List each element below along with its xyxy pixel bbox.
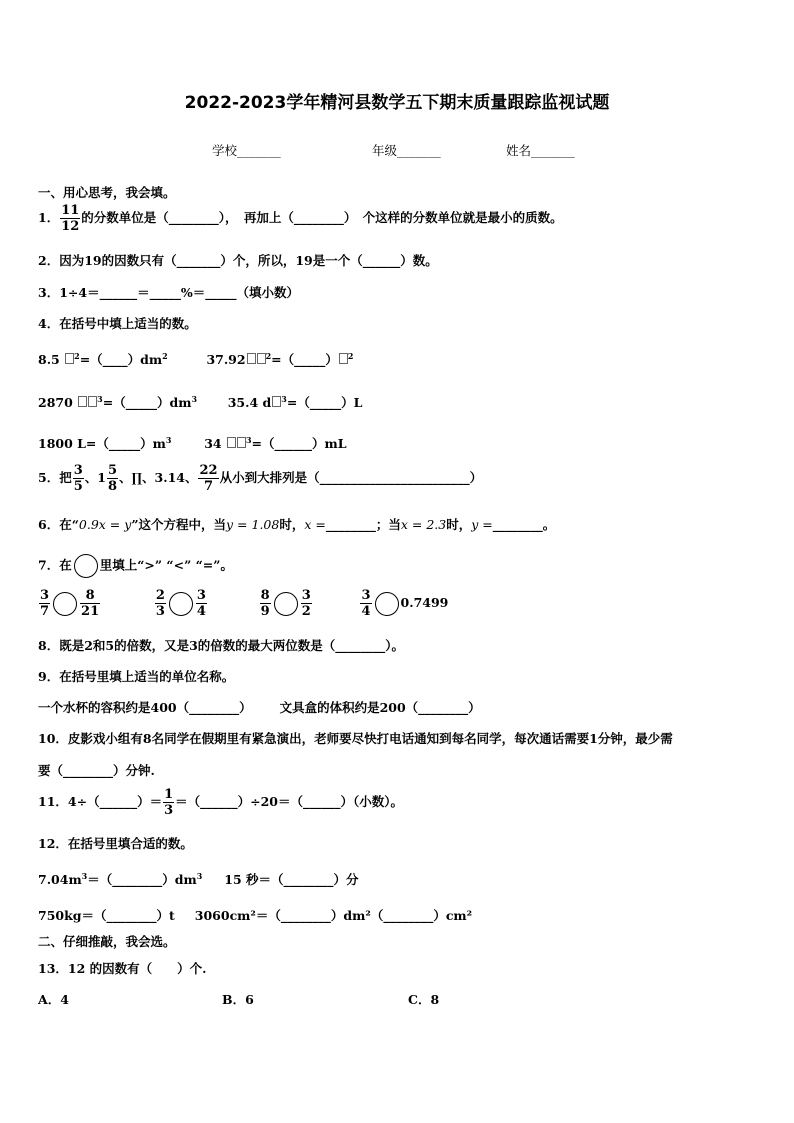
page-title: 2022-2023学年精河县数学五下期末质量跟踪监视试题	[184, 93, 610, 113]
question-13: 13．12 的因数有（ ）个.	[38, 961, 207, 976]
question-13-option-b[interactable]: B．6	[222, 992, 254, 1007]
question-2: 2．因为19的因数只有（_______）个，所以，19是一个（______）数。	[38, 253, 438, 268]
question-7-row: $\frac{3}{7}$ $\frac{8}{21}$ $\frac{2}{3}$ $\frac{3}{4}$ $\frac{8}{9}$ $\frac{3}{2}$ $\frac{3}{4}$ 0.7499	[40, 588, 449, 619]
compare-circle-2[interactable]	[169, 592, 193, 616]
question-13-option-c[interactable]: C．8	[408, 992, 440, 1007]
question-12-row-1: $7.04m^3=(\_\_\_\_\_\_\_\_)dm^3$ 15 秒＝（________）分	[38, 870, 359, 887]
question-7: 7．在 里填上“>” “<” “=”。	[38, 554, 233, 578]
compare-circle-3[interactable]	[274, 592, 298, 616]
question-1: 1． $\frac{11}{12}$ 的分数单位是（________）， 再加上（________） 个这样的分数单位就是最小的质数。	[38, 203, 563, 234]
question-9-row: 一个水杯的容积约是400（________） 文具盒的体积约是200（________）	[38, 700, 481, 715]
question-13-option-a[interactable]: A．4	[38, 992, 69, 1007]
question-12-row-2: 750kg＝（________）t 3060cm²＝（________）dm²（________）cm²	[38, 908, 473, 923]
question-10-line-2: 要（________）分钟.	[38, 763, 155, 778]
question-10-line-1: 10．皮影戏小组有8名同学在假期里有紧急演出，老师要尽快打电话通知到每名同学，每次通话需要1分钟，最少需	[38, 731, 673, 746]
question-3: 3．1÷4＝______＝_____%＝_____（填小数）	[38, 285, 299, 300]
section-2-heading: 二、仔细推敲，我会选。	[38, 934, 176, 949]
question-6: 6．在“0.9x = y”这个方程中，当y = 1.08时，x =________；当x = 2.3时，y =________。	[38, 517, 556, 532]
name-field: 姓名_______	[506, 143, 575, 158]
compare-circle-1[interactable]	[53, 592, 77, 616]
question-5: 5．把 $\frac{3}{5}$ 、1 $\frac{5}{8}$ 、∏、3.14、 $\frac{22}{7}$ 从小到大排列是（________________________）	[38, 463, 483, 494]
grade-field: 年级_______	[372, 143, 441, 158]
compare-circle-4[interactable]	[375, 592, 399, 616]
compare-circle	[74, 554, 98, 578]
question-4-row-3: 1800 $L=(\_\_\_\_\_)m^3$ 34 $^3$=（______）mL	[38, 434, 347, 451]
question-9: 9．在括号里填上适当的单位名称。	[38, 669, 235, 684]
school-field: 学校_______	[212, 143, 281, 158]
question-4-row-1: 8.5 $^2=(\_\_\_\_)dm^2$ 37.92 $^2$=（_____） $^2$	[38, 350, 354, 367]
question-4-row-2: 2870 $^3=(\_\_\_\_\_)dm^3$ 35.4 d $^3$=（_____）L	[38, 393, 363, 410]
question-8: 8．既是2和5的倍数，又是3的倍数的最大两位数是（________）。	[38, 638, 405, 653]
question-4: 4．在括号中填上适当的数。	[38, 316, 197, 331]
section-1-heading: 一、用心思考，我会填。	[38, 185, 176, 200]
question-12: 12．在括号里填合适的数。	[38, 836, 193, 851]
question-11: 11．4÷（______）＝ $\frac{1}{3}$ ＝（______）÷20＝（______）（小数）。	[38, 787, 403, 818]
